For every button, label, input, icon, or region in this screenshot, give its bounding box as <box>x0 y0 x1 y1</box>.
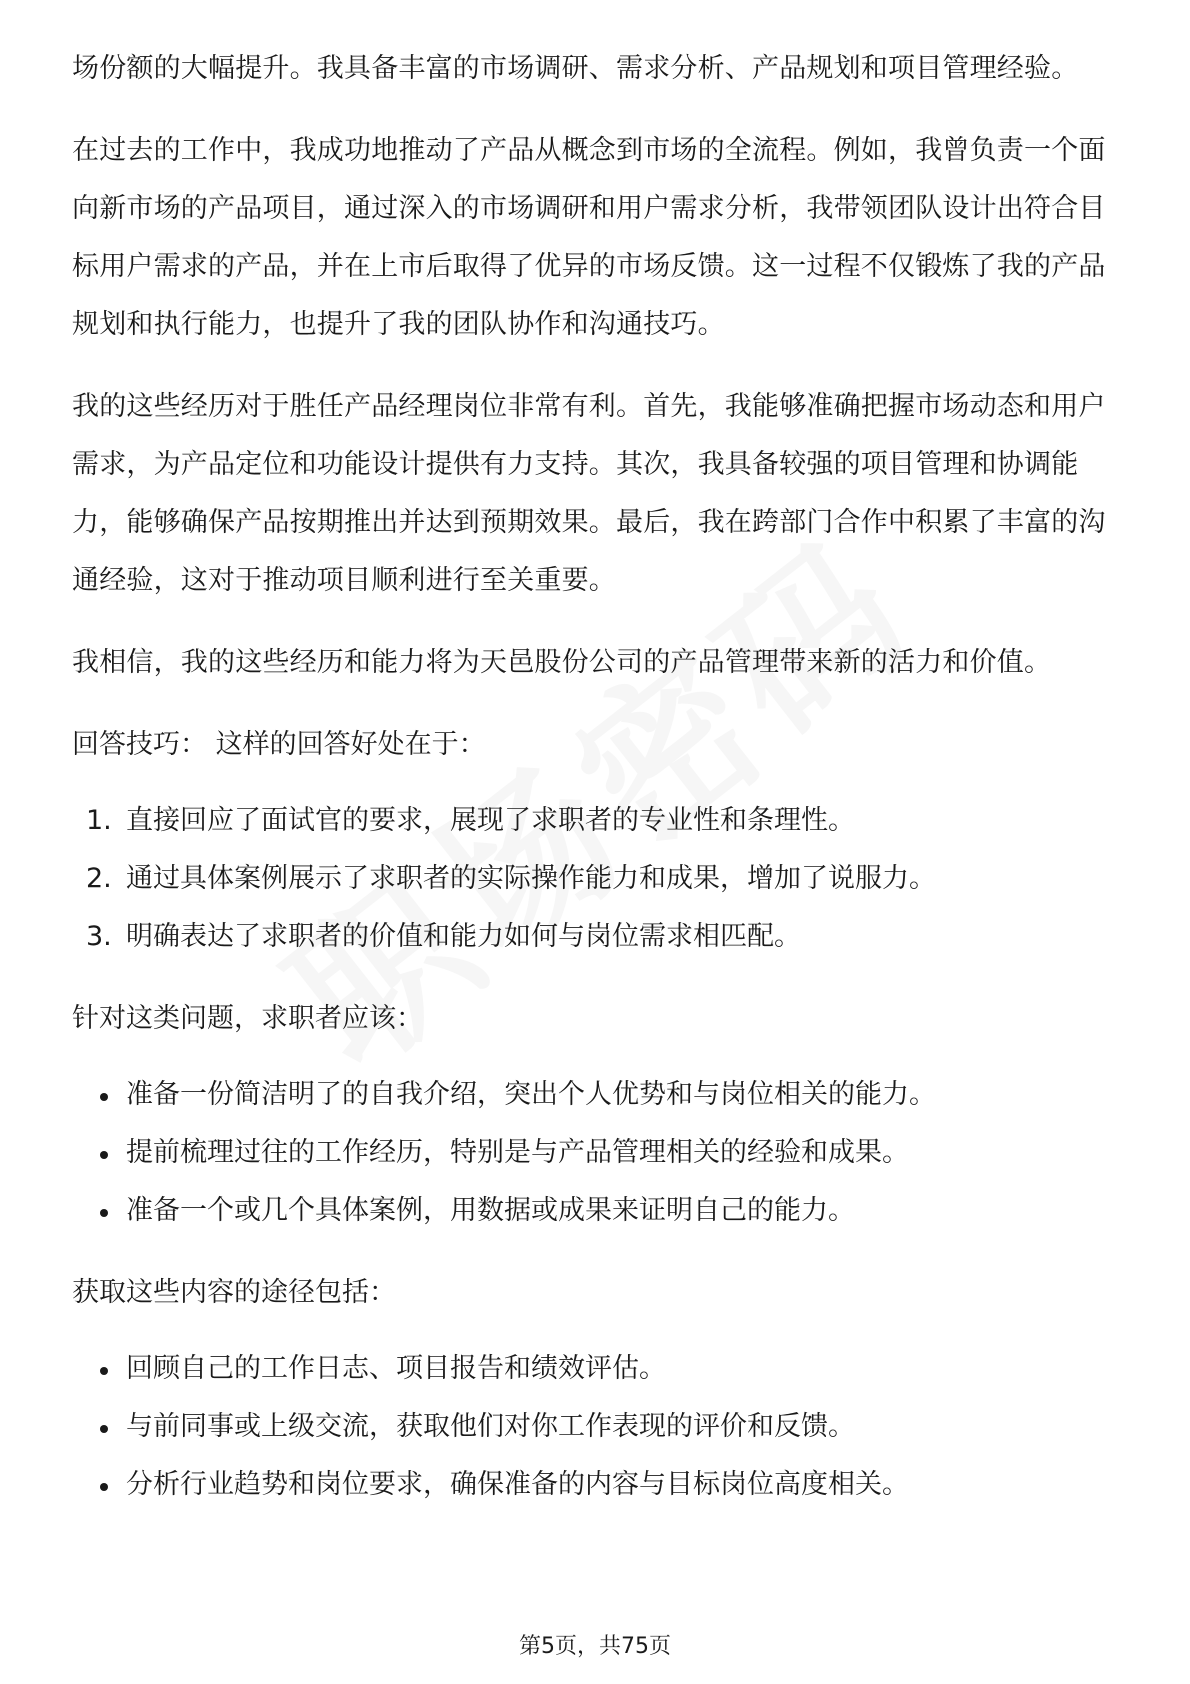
list-item <box>72 1182 1122 1240</box>
advice-heading: 针对这类问题，求职者应该： <box>72 1003 423 1034</box>
sources-list <box>72 1340 1122 1514</box>
page-number: 第5页，共75页 <box>519 1634 671 1659</box>
tips-heading: 回答技巧： 这样的回答好处在于： <box>72 729 486 760</box>
paragraph-intro-continued: 场份额的大幅提升。我具备丰富的市场调研、需求分析、产品规划和项目管理经验。 <box>72 53 1079 84</box>
list-item-text: 分析行业趋势和岗位要求，确保准备的内容与目标岗位高度相关。 <box>126 1469 909 1500</box>
bullet-icon <box>100 1093 108 1101</box>
list-item-text: 回顾自己的工作日志、项目报告和绩效评估。 <box>126 1353 666 1384</box>
list-item <box>72 792 1122 850</box>
list-number: 1. <box>86 805 112 836</box>
paragraph-experience: 在过去的工作中，我成功地推动了产品从概念到市场的全流程。例如，我曾负责一个面向新市场的产品项目，通过深入的市场调研和用户需求分析，我带领团队设计出符合目标用户需求的产品，并在上市后取得了优异的市场反馈。这一过程不仅锻炼了我的产品规划和执行能力，也提升了我的团队协作和沟通技巧。 <box>72 135 1106 340</box>
list-number: 2. <box>86 863 112 894</box>
list-number: 3. <box>86 921 112 952</box>
list-item-text: 与前同事或上级交流，获取他们对你工作表现的评价和反馈。 <box>126 1411 855 1442</box>
list-item-text: 通过具体案例展示了求职者的实际操作能力和成果，增加了说服力。 <box>126 863 936 894</box>
bullet-icon <box>100 1367 108 1375</box>
bullet-icon <box>100 1425 108 1433</box>
list-item-text: 明确表达了求职者的价值和能力如何与岗位需求相匹配。 <box>126 921 801 952</box>
paragraph-advantages: 我的这些经历对于胜任产品经理岗位非常有利。首先，我能够准确把握市场动态和用户需求，为产品定位和功能设计提供有力支持。其次，我具备较强的项目管理和协调能力，能够确保产品按期推出并达到预期效果。最后，我在跨部门合作中积累了丰富的沟通经验，这对于推动项目顺利进行至关重要。 <box>72 391 1106 596</box>
list-item <box>72 850 1122 908</box>
list-item <box>72 1340 1122 1398</box>
advice-list <box>72 1066 1122 1240</box>
list-item <box>72 908 1122 966</box>
paragraph-conclusion: 我相信，我的这些经历和能力将为天邑股份公司的产品管理带来新的活力和价值。 <box>72 647 1052 678</box>
tips-list <box>72 792 1122 966</box>
bullet-icon <box>100 1483 108 1491</box>
list-item-text: 直接回应了面试官的要求，展现了求职者的专业性和条理性。 <box>126 805 855 836</box>
list-item-text: 准备一个或几个具体案例，用数据或成果来证明自己的能力。 <box>126 1195 855 1226</box>
list-item <box>72 1124 1122 1182</box>
bullet-icon <box>100 1209 108 1217</box>
list-item <box>72 1398 1122 1456</box>
list-item-text: 准备一份简洁明了的自我介绍，突出个人优势和与岗位相关的能力。 <box>126 1079 936 1110</box>
sources-heading: 获取这些内容的途径包括： <box>72 1277 396 1308</box>
list-item-text: 提前梳理过往的工作经历，特别是与产品管理相关的经验和成果。 <box>126 1137 909 1168</box>
list-item <box>72 1066 1122 1124</box>
bullet-icon <box>100 1151 108 1159</box>
page-footer <box>0 1632 1190 1662</box>
document-page <box>72 40 1122 1538</box>
list-item <box>72 1456 1122 1514</box>
